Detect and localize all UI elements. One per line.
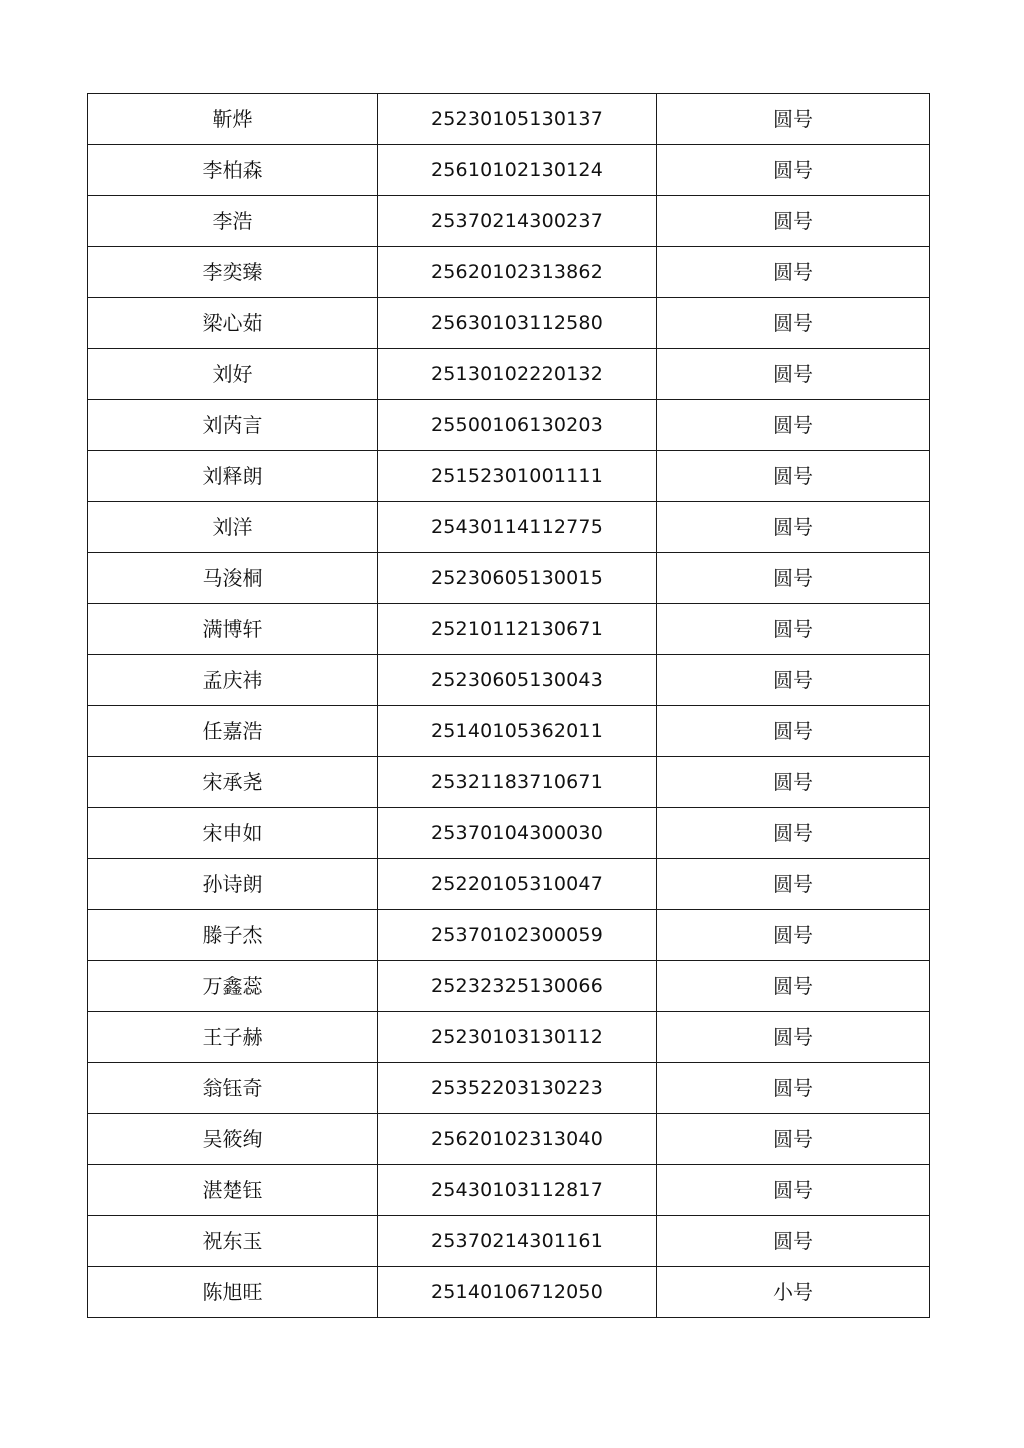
id-number-cell: 25370102300059 xyxy=(378,910,657,961)
name-cell: 翁钰奇 xyxy=(88,1063,378,1114)
id-number-cell: 25500106130203 xyxy=(378,400,657,451)
name-cell: 任嘉浩 xyxy=(88,706,378,757)
id-number-cell: 25620102313040 xyxy=(378,1114,657,1165)
candidate-table xyxy=(87,93,930,1318)
instrument-cell: 圆号 xyxy=(657,706,930,757)
table-row xyxy=(88,808,930,859)
id-number-cell: 25230103130112 xyxy=(378,1012,657,1063)
id-number-cell: 25140105362011 xyxy=(378,706,657,757)
name-cell: 刘洋 xyxy=(88,502,378,553)
table-row xyxy=(88,1012,930,1063)
id-number-cell: 25370214301161 xyxy=(378,1216,657,1267)
name-cell: 万鑫蕊 xyxy=(88,961,378,1012)
instrument-cell: 圆号 xyxy=(657,808,930,859)
table-row xyxy=(88,247,930,298)
table-row xyxy=(88,451,930,502)
name-cell: 梁心茹 xyxy=(88,298,378,349)
table-row xyxy=(88,349,930,400)
name-cell: 马浚桐 xyxy=(88,553,378,604)
instrument-cell: 圆号 xyxy=(657,655,930,706)
id-number-cell: 25430114112775 xyxy=(378,502,657,553)
instrument-cell: 圆号 xyxy=(657,196,930,247)
name-cell: 孙诗朗 xyxy=(88,859,378,910)
instrument-cell: 圆号 xyxy=(657,145,930,196)
table-row xyxy=(88,604,930,655)
instrument-cell: 圆号 xyxy=(657,1114,930,1165)
id-number-cell: 25610102130124 xyxy=(378,145,657,196)
instrument-cell: 圆号 xyxy=(657,1165,930,1216)
instrument-cell: 圆号 xyxy=(657,910,930,961)
name-cell: 宋承尧 xyxy=(88,757,378,808)
table-row xyxy=(88,94,930,145)
instrument-cell: 圆号 xyxy=(657,247,930,298)
id-number-cell: 25321183710671 xyxy=(378,757,657,808)
table-row xyxy=(88,757,930,808)
instrument-cell: 圆号 xyxy=(657,349,930,400)
name-cell: 吴筱绚 xyxy=(88,1114,378,1165)
id-number-cell: 25210112130671 xyxy=(378,604,657,655)
id-number-cell: 25140106712050 xyxy=(378,1267,657,1318)
name-cell: 孟庆祎 xyxy=(88,655,378,706)
table-row xyxy=(88,553,930,604)
table-row xyxy=(88,1216,930,1267)
id-number-cell: 25130102220132 xyxy=(378,349,657,400)
id-number-cell: 25430103112817 xyxy=(378,1165,657,1216)
name-cell: 宋申如 xyxy=(88,808,378,859)
name-cell: 刘释朗 xyxy=(88,451,378,502)
table-row xyxy=(88,1063,930,1114)
instrument-cell: 圆号 xyxy=(657,553,930,604)
instrument-cell: 圆号 xyxy=(657,502,930,553)
table-row xyxy=(88,961,930,1012)
table-row xyxy=(88,1267,930,1318)
id-number-cell: 25620102313862 xyxy=(378,247,657,298)
instrument-cell: 小号 xyxy=(657,1267,930,1318)
id-number-cell: 25352203130223 xyxy=(378,1063,657,1114)
table-row xyxy=(88,1165,930,1216)
table-row xyxy=(88,298,930,349)
table-row xyxy=(88,1114,930,1165)
candidate-table-body xyxy=(88,94,930,1318)
id-number-cell: 25230605130015 xyxy=(378,553,657,604)
instrument-cell: 圆号 xyxy=(657,451,930,502)
instrument-cell: 圆号 xyxy=(657,757,930,808)
name-cell: 滕子杰 xyxy=(88,910,378,961)
instrument-cell: 圆号 xyxy=(657,298,930,349)
instrument-cell: 圆号 xyxy=(657,1216,930,1267)
id-number-cell: 25232325130066 xyxy=(378,961,657,1012)
table-row xyxy=(88,502,930,553)
id-number-cell: 25370104300030 xyxy=(378,808,657,859)
table-row xyxy=(88,145,930,196)
name-cell: 祝东玉 xyxy=(88,1216,378,1267)
id-number-cell: 25630103112580 xyxy=(378,298,657,349)
table-row xyxy=(88,196,930,247)
table-row xyxy=(88,910,930,961)
name-cell: 刘好 xyxy=(88,349,378,400)
id-number-cell: 25230605130043 xyxy=(378,655,657,706)
id-number-cell: 25152301001111 xyxy=(378,451,657,502)
name-cell: 刘芮言 xyxy=(88,400,378,451)
instrument-cell: 圆号 xyxy=(657,859,930,910)
id-number-cell: 25220105310047 xyxy=(378,859,657,910)
name-cell: 王子赫 xyxy=(88,1012,378,1063)
id-number-cell: 25370214300237 xyxy=(378,196,657,247)
name-cell: 李柏森 xyxy=(88,145,378,196)
instrument-cell: 圆号 xyxy=(657,400,930,451)
instrument-cell: 圆号 xyxy=(657,1063,930,1114)
name-cell: 李浩 xyxy=(88,196,378,247)
name-cell: 陈旭旺 xyxy=(88,1267,378,1318)
table-row xyxy=(88,655,930,706)
instrument-cell: 圆号 xyxy=(657,1012,930,1063)
name-cell: 满博轩 xyxy=(88,604,378,655)
instrument-cell: 圆号 xyxy=(657,94,930,145)
name-cell: 湛楚钰 xyxy=(88,1165,378,1216)
table-row xyxy=(88,400,930,451)
id-number-cell: 25230105130137 xyxy=(378,94,657,145)
name-cell: 靳烨 xyxy=(88,94,378,145)
table-row xyxy=(88,859,930,910)
name-cell: 李奕臻 xyxy=(88,247,378,298)
instrument-cell: 圆号 xyxy=(657,604,930,655)
instrument-cell: 圆号 xyxy=(657,961,930,1012)
table-row xyxy=(88,706,930,757)
